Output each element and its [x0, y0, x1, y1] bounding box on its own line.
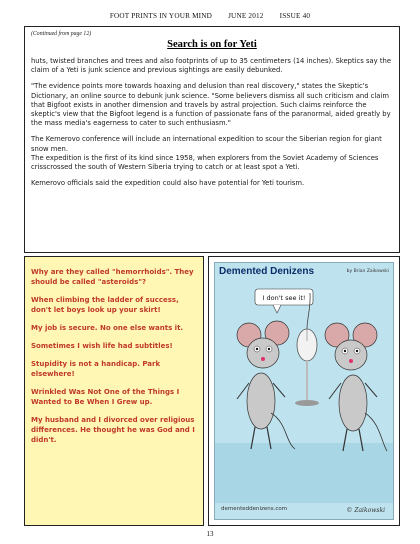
computer-mouse-icon [295, 293, 319, 406]
comic-panel [208, 256, 400, 526]
continued-note: (Continued from page 12) [31, 31, 92, 37]
joke-item: Wrinkled Was Not One of the Things I Wanted to Be When I Grew up. [31, 388, 180, 406]
comic-byline: by Brian Zaikowski [346, 269, 389, 274]
article-title: Search is on for Yeti [167, 39, 257, 50]
jokes-panel [24, 256, 204, 526]
joke-item: Stupidity is not a handicap. Park elsewhere! [31, 360, 161, 378]
article-paragraph: huts, twisted branches and trees and also footprints of up to 35 centimeters (14 inches). Skeptics say the claim of a Yeti is junk science and previous sightings are easily debunked. [31, 57, 392, 75]
issue-number: ISSUE 40 [279, 12, 311, 20]
comic-floor [215, 443, 394, 503]
publication-name: FOOT PRINTS IN YOUR MIND [109, 12, 213, 20]
joke-item: Why are they called "hemorrhoids". They should be called "asteroids"? [31, 268, 194, 286]
joke-item: My husband and I divorced over religious differences. He thought he was God and I didn't. [31, 416, 195, 444]
issue-date: JUNE 2012 [228, 12, 264, 20]
article-paragraph: The expedition is the first of its kind since 1958, when explorers from the Soviet Academy of Sciences crisscrossed the south of Western Siberia trying to catch or at least spot a Yeti. [31, 153, 379, 172]
comic-signature: © Zaikowski [346, 507, 385, 514]
article-body [31, 57, 393, 195]
left-mouse-character [237, 321, 295, 449]
comic-strip [214, 262, 394, 520]
article-paragraph: The Kemerovo conference will include an international expedition to scour the Siberian region for giant snow men. [31, 135, 382, 153]
speech-bubble [255, 289, 313, 313]
yeti-article [24, 26, 400, 253]
page-number: 13 [206, 530, 214, 538]
comic-title: Demented Denizens [219, 266, 315, 277]
joke-item: Sometimes I wish life had subtitles! [31, 342, 173, 350]
right-mouse-character [325, 323, 387, 451]
comic-url: dementeddenizens.com [221, 506, 288, 512]
speech-text: I don't see it! [262, 294, 306, 302]
jokes-list [31, 267, 199, 453]
article-paragraph: "The evidence points more towards hoaxing and delusion than real discovery," states the Skeptic's Dictionary, an online source to debunk junk science. "Some believers dismiss all such criticism and claim that Bigfoot exists in another dimension and travels by astral projection. Such claims reinforce the skeptic's view that the Bigfoot legend is a function of passionate fans of the paranormal, aided greatly by the mass media's eagerness to cater to such enthusiasm." [31, 82, 391, 128]
joke-item: My job is secure. No one else wants it. [31, 324, 184, 332]
article-paragraph: Kemerovo officials said the expedition could also have potential for Yeti tourism. [31, 179, 305, 188]
joke-item: When climbing the ladder of success, don't let boys look up your skirt! [31, 296, 179, 314]
page-header [0, 12, 420, 20]
comic-illustration [215, 263, 394, 520]
